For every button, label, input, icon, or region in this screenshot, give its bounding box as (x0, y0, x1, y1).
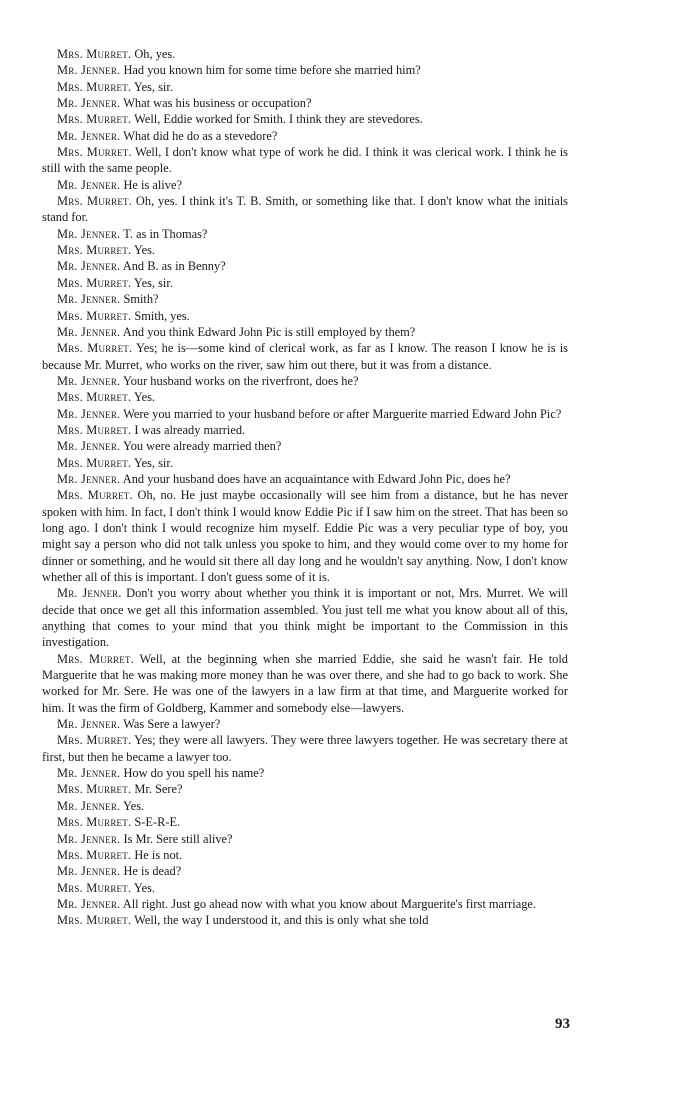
speech-text: He is dead? (123, 864, 182, 879)
testimony-paragraph (42, 471, 568, 487)
speaker-name: Mrs. Murret. (57, 847, 132, 862)
testimony-paragraph (42, 863, 568, 879)
speech-text: What did he do as a stevedore? (123, 128, 278, 143)
testimony-paragraph (42, 79, 568, 95)
speech-text: And your husband does have an acquaintance with Edward John Pic, does he? (122, 471, 511, 486)
testimony-paragraph (42, 193, 568, 226)
speaker-name: Mr. Jenner. (57, 831, 121, 846)
testimony-page (42, 46, 568, 929)
speaker-name: Mr. Jenner. (57, 471, 121, 486)
testimony-paragraph (42, 814, 568, 830)
speech-text: Oh, yes. (134, 47, 176, 61)
speaker-name: Mrs. Murret. (57, 341, 133, 356)
speaker-name: Mr. Jenner. (57, 96, 121, 111)
speaker-name: Mr. Jenner. (57, 896, 121, 911)
speech-text: And B. as in Benny? (122, 259, 226, 274)
speaker-name: Mrs. Murret. (57, 880, 132, 895)
speech-text: Well, the way I understood it, and this is only what she told (134, 913, 429, 928)
testimony-paragraph (42, 258, 568, 274)
speech-text: Is Mr. Sere still alive? (123, 831, 233, 846)
testimony-paragraph (42, 242, 568, 258)
testimony-paragraph (42, 422, 568, 438)
testimony-paragraph (42, 111, 568, 127)
speech-text: You were already married then? (122, 439, 282, 454)
speech-text: Yes. (133, 243, 156, 258)
speaker-name: Mr. Jenner. (57, 128, 121, 143)
speaker-name: Mr. Jenner. (57, 798, 121, 813)
testimony-paragraph (42, 226, 568, 242)
testimony-paragraph (42, 896, 568, 912)
speech-text: What was his business or occupation? (123, 96, 312, 111)
speaker-name: Mrs. Murret. (57, 815, 132, 830)
testimony-paragraph (42, 651, 568, 716)
speaker-name: Mr. Jenner. (57, 259, 121, 274)
speech-text: He is not. (134, 847, 183, 862)
testimony-paragraph (42, 406, 568, 422)
testimony-paragraph (42, 732, 568, 765)
speech-text: Don't you worry about whether you think it is important or not, Mrs. Murret. We will decide that once we get all this information assembled. You just tell me what you know about all of this, anything that comes to your mind that you think might be important to the Commission in this investigation. (42, 586, 568, 650)
speaker-name: Mrs. Murret. (57, 455, 132, 470)
testimony-paragraph (42, 324, 568, 340)
speech-text: Well, Eddie worked for Smith. I think they are stevedores. (134, 112, 423, 127)
speaker-name: Mr. Jenner. (57, 864, 121, 879)
testimony-paragraph (42, 62, 568, 78)
speech-text: Yes; they were all lawyers. They were three lawyers together. He was secretary there at first, but then he became a lawyer too. (42, 733, 568, 764)
speech-text: All right. Just go ahead now with what you know about Marguerite's first marriage. (122, 896, 536, 911)
testimony-paragraph (42, 177, 568, 193)
testimony-paragraph (42, 340, 568, 373)
testimony-paragraph (42, 912, 568, 928)
testimony-body (42, 46, 568, 929)
speech-text: He is alive? (123, 177, 182, 192)
speech-text: Yes; he is—some kind of clerical work, as far as I know. The reason I know he is is because Mr. Murret, who works on the river, saw him out there, but it was from a distance. (42, 341, 568, 372)
testimony-paragraph (42, 585, 568, 650)
speech-text: Yes. (133, 390, 156, 405)
speech-text: Yes, sir. (133, 79, 173, 94)
speaker-name: Mr. Jenner. (57, 373, 121, 388)
speech-text: Well, I don't know what type of work he did. I think it was clerical work. I think he is still with the same people. (42, 145, 568, 176)
testimony-paragraph (42, 781, 568, 797)
speaker-name: Mr. Jenner. (57, 177, 121, 192)
speaker-name: Mrs. Murret. (57, 79, 132, 94)
testimony-paragraph (42, 373, 568, 389)
speech-text: Smith? (123, 292, 159, 307)
speaker-name: Mrs. Murret. (57, 275, 132, 290)
speaker-name: Mr. Jenner. (57, 324, 121, 339)
speaker-name: Mr. Jenner. (57, 406, 121, 421)
testimony-paragraph (42, 455, 568, 471)
speaker-name: Mr. Jenner. (57, 586, 122, 601)
speaker-name: Mrs. Murret. (57, 112, 132, 127)
page-number: 93 (555, 1016, 570, 1032)
testimony-paragraph (42, 831, 568, 847)
speech-text: Well, at the beginning when she married Eddie, she said he wasn't fair. He told Marguerite that he was making more money than he was over there, and she had to go back to work. She worked for Mr. Sere. He was one of the lawyers in a law firm at that time, and Marguerite worked for him. It was the firm of Goldberg, Kammer and somebody else—lawyers. (42, 651, 568, 715)
speech-text: Had you known him for some time before she married him? (123, 63, 421, 78)
speech-text: And you think Edward John Pic is still employed by them? (122, 324, 416, 339)
speaker-name: Mr. Jenner. (57, 766, 121, 781)
testimony-paragraph (42, 144, 568, 177)
speaker-name: Mrs. Murret. (57, 733, 132, 748)
speaker-name: Mrs. Murret. (57, 488, 133, 503)
speech-text: Yes, sir. (133, 275, 173, 290)
speaker-name: Mrs. Murret. (57, 651, 134, 666)
speech-text: T. as in Thomas? (123, 226, 208, 241)
testimony-paragraph (42, 880, 568, 896)
speaker-name: Mrs. Murret. (57, 145, 132, 160)
speaker-name: Mr. Jenner. (57, 292, 121, 307)
speech-text: Was Sere a lawyer? (123, 717, 221, 732)
testimony-paragraph (42, 308, 568, 324)
speech-text: Were you married to your husband before or after Marguerite married Edward John Pic? (123, 406, 562, 421)
speaker-name: Mrs. Murret. (57, 47, 132, 61)
speech-text: Yes, sir. (133, 455, 173, 470)
speech-text: Mr. Sere? (134, 782, 183, 797)
speech-text: Oh, no. He just maybe occasionally will see him from a distance, but he has never spoken with him. In fact, I don't think I would know Eddie Pic if I saw him on the street. That has been so long ago. I don't think I would recognize him myself. Eddie Pic was a very peculiar type of boy, you might say a person who did not talk unless you spoke to him, and they would come over to my home for dinner or something, and he would sit there all day long and he wouldn't say anything. Now, I don't know whether all of this is important. I don't guess some of it is. (42, 488, 568, 584)
speaker-name: Mr. Jenner. (57, 226, 121, 241)
speech-text: Yes. (122, 798, 145, 813)
testimony-paragraph (42, 438, 568, 454)
speech-text: Your husband works on the riverfront, does he? (122, 373, 359, 388)
speech-text: I was already married. (134, 422, 246, 437)
testimony-paragraph (42, 275, 568, 291)
speaker-name: Mrs. Murret. (57, 194, 133, 209)
speech-text: Smith, yes. (134, 308, 190, 323)
speaker-name: Mrs. Murret. (57, 782, 132, 797)
speech-text: Yes. (133, 880, 156, 895)
testimony-paragraph (42, 291, 568, 307)
testimony-paragraph (42, 716, 568, 732)
testimony-paragraph (42, 46, 568, 62)
testimony-paragraph (42, 487, 568, 585)
testimony-paragraph (42, 389, 568, 405)
testimony-paragraph (42, 847, 568, 863)
speaker-name: Mrs. Murret. (57, 243, 132, 258)
testimony-paragraph (42, 765, 568, 781)
speaker-name: Mrs. Murret. (57, 308, 132, 323)
testimony-paragraph (42, 128, 568, 144)
speaker-name: Mr. Jenner. (57, 63, 121, 78)
speech-text: S-E-R-E. (134, 815, 181, 830)
speech-text: How do you spell his name? (123, 766, 265, 781)
speaker-name: Mrs. Murret. (57, 913, 132, 928)
speaker-name: Mrs. Murret. (57, 390, 132, 405)
speaker-name: Mr. Jenner. (57, 439, 121, 454)
speaker-name: Mr. Jenner. (57, 717, 121, 732)
speaker-name: Mrs. Murret. (57, 422, 132, 437)
testimony-paragraph (42, 798, 568, 814)
speech-text: Oh, yes. I think it's T. B. Smith, or something like that. I don't know what the initials stand for. (42, 194, 568, 225)
testimony-paragraph (42, 95, 568, 111)
